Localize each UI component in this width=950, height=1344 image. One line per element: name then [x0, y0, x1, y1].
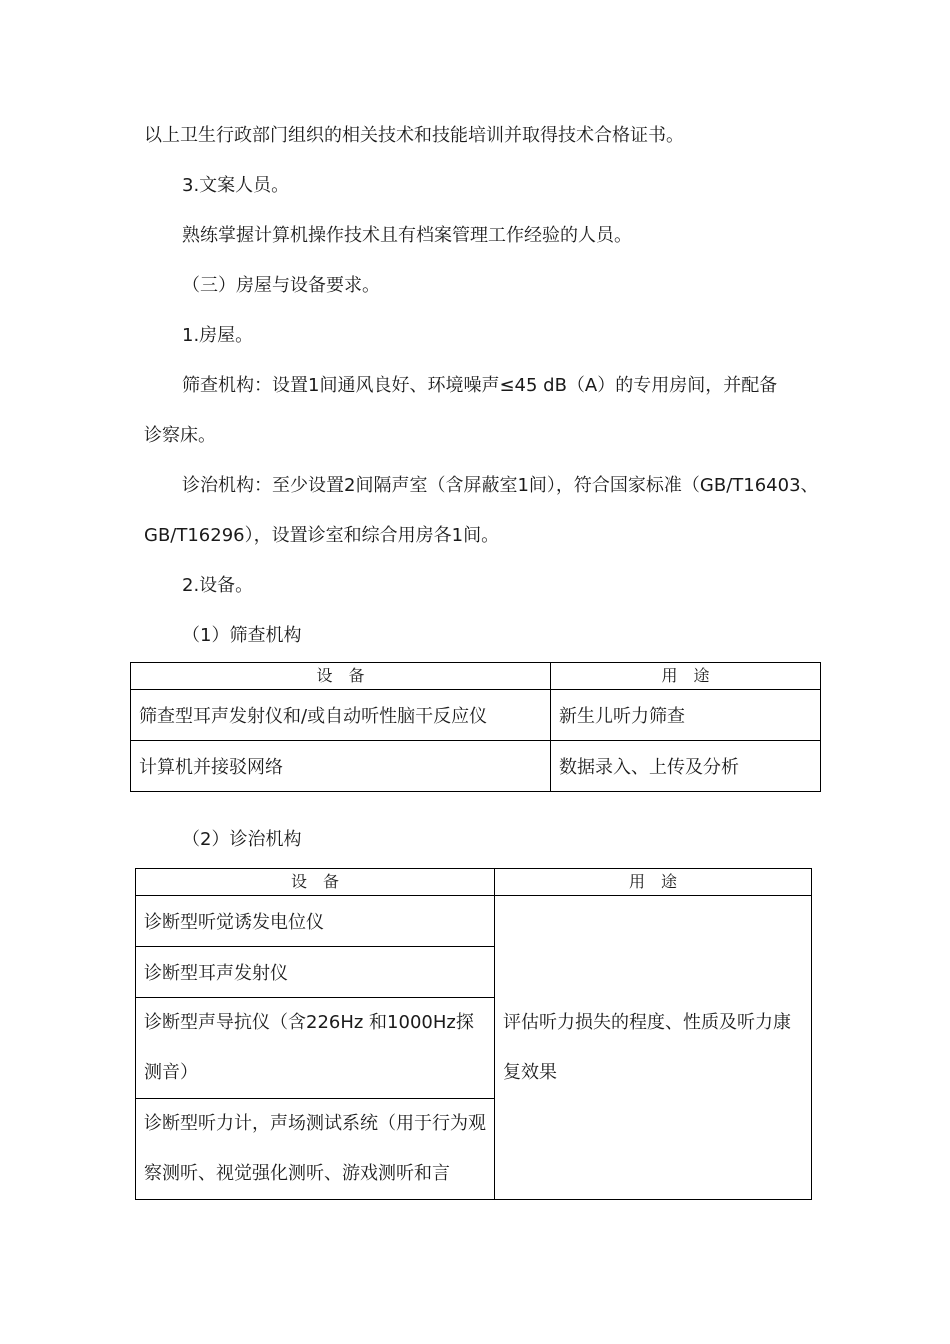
table-cell: 计算机并接驳网络	[131, 741, 551, 792]
table-cell: 诊断型听力计，声场测试系统（用于行为观察测听、视觉强化测听、游戏测听和言	[136, 1099, 495, 1200]
paragraph: 诊治机构：至少设置2间隔声室（含屏蔽室1间），符合国家标准（GB/T16403、	[182, 475, 819, 496]
table-header-purpose: 用 途	[495, 869, 812, 896]
paragraph: 3.文案人员。	[182, 175, 290, 196]
paragraph: GB/T16296），设置诊室和综合用房各1间。	[144, 525, 500, 546]
table-header-equipment: 设 备	[131, 663, 551, 690]
table-row	[131, 741, 821, 792]
table-cell-purpose: 评估听力损失的程度、性质及听力康复效果	[495, 896, 812, 1200]
diagnostic-equipment-table	[135, 868, 812, 1200]
paragraph: 诊察床。	[144, 425, 216, 446]
table-cell: 数据录入、上传及分析	[551, 741, 821, 792]
table-row	[136, 896, 812, 947]
paragraph: 筛查机构：设置1间通风良好、环境噪声≤45 dB（A）的专用房间，并配备	[182, 375, 778, 396]
table-cell: 诊断型声导抗仪（含226Hz 和1000Hz探测音）	[136, 998, 495, 1099]
paragraph: 1.房屋。	[182, 325, 254, 346]
screening-equipment-table	[130, 662, 821, 792]
table1-caption: （1）筛查机构	[182, 625, 302, 646]
table-header-purpose: 用 途	[551, 663, 821, 690]
section-heading: （三）房屋与设备要求。	[182, 275, 380, 296]
table2-caption: （2）诊治机构	[182, 829, 302, 850]
table-cell: 诊断型耳声发射仪	[136, 947, 495, 998]
table-header-equipment: 设 备	[136, 869, 495, 896]
table-row	[131, 690, 821, 741]
paragraph: 以上卫生行政部门组织的相关技术和技能培训并取得技术合格证书。	[144, 125, 684, 146]
table-cell: 新生儿听力筛查	[551, 690, 821, 741]
table-cell: 筛查型耳声发射仪和/或自动听性脑干反应仪	[131, 690, 551, 741]
paragraph: 熟练掌握计算机操作技术且有档案管理工作经验的人员。	[182, 225, 632, 246]
paragraph: 2.设备。	[182, 575, 254, 596]
table-cell: 诊断型听觉诱发电位仪	[136, 896, 495, 947]
